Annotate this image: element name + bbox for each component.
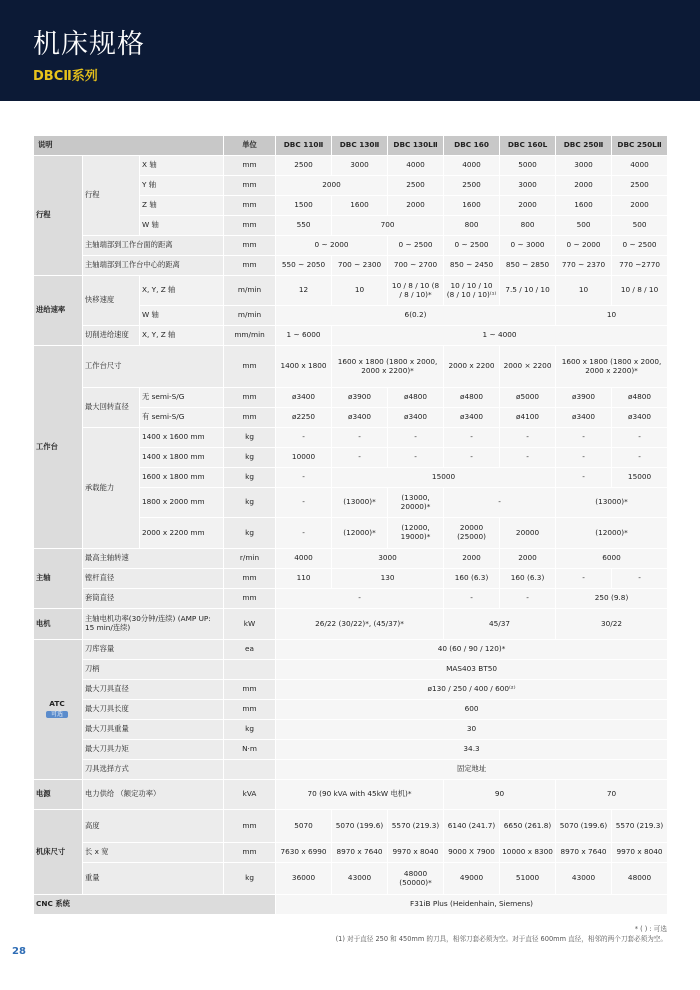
table-row: [34, 680, 668, 700]
unit-cell: ea: [224, 640, 276, 660]
value-cell: 9000 X 7900: [444, 843, 500, 863]
footnote-1: (1) 对于直径 250 和 450mm 的刀具，相邻刀套必须为空。对于直径 600mm 直径，相邻的两个刀套必须为空。: [335, 934, 667, 943]
item-cell: 主轴端部到工作台中心的距离: [83, 256, 224, 276]
value-cell: -: [612, 569, 668, 589]
table-row: [34, 660, 668, 680]
table-row: [34, 720, 668, 740]
value-cell: -: [444, 488, 556, 518]
category-cell: [34, 640, 83, 780]
footnote-optional: * ( ) : 可选: [634, 925, 667, 933]
unit-cell: kg: [224, 468, 276, 488]
value-cell: 6000: [556, 549, 668, 569]
header-model: DBC 250Ⅱ: [556, 136, 612, 156]
table-row: [34, 569, 668, 589]
value-cell: 45/37: [444, 609, 556, 640]
value-cell: 850 ~ 2450: [444, 256, 500, 276]
value-cell: 7.5 / 10 / 10: [500, 276, 556, 306]
value-cell: -: [276, 428, 332, 448]
value-cell: 8970 x 7640: [556, 843, 612, 863]
subitem-cell: 有 semi-S/G: [140, 408, 224, 428]
value-cell: 4000: [444, 156, 500, 176]
subitem-cell: 1600 x 1800 mm: [140, 468, 224, 488]
table-row: [34, 256, 668, 276]
value-cell: 26/22 (30/22)*, (45/37)*: [276, 609, 444, 640]
value-cell: 0 ~ 2000: [556, 236, 612, 256]
item-cell: 最高主轴转速: [83, 549, 224, 569]
item-cell: 套筒直径: [83, 589, 224, 609]
item-cell: 最大刀具重量: [83, 720, 224, 740]
item-cell: 镗杆直径: [83, 569, 224, 589]
table-row: [34, 549, 668, 569]
value-cell: (12000)*: [556, 518, 668, 549]
value-cell: 1600: [444, 196, 500, 216]
value-cell: 160 (6.3): [444, 569, 500, 589]
table-row: [34, 863, 668, 895]
value-cell: -: [276, 468, 332, 488]
value-cell: -: [556, 569, 612, 589]
table-row: [34, 810, 668, 843]
header-model: DBC 250LⅡ: [612, 136, 668, 156]
value-cell: 20000 (25000): [444, 518, 500, 549]
value-cell: 2000: [500, 549, 556, 569]
value-cell: 5570 (219.3): [388, 810, 444, 843]
value-cell: ø4800: [444, 388, 500, 408]
value-cell: -: [556, 448, 612, 468]
subitem-cell: 无 semi-S/G: [140, 388, 224, 408]
table-row: [34, 346, 668, 388]
unit-cell: N·m: [224, 740, 276, 760]
table-row: [34, 589, 668, 609]
subitem-cell: W 轴: [140, 216, 224, 236]
item-cell: 最大刀具力矩: [83, 740, 224, 760]
value-cell: -: [276, 589, 444, 609]
value-cell: 2000: [556, 176, 612, 196]
value-cell: 1 ~ 4000: [332, 326, 668, 346]
value-cell: 10 / 8 / 10: [612, 276, 668, 306]
table-row: [34, 895, 668, 915]
unit-cell: m/min: [224, 306, 276, 326]
value-cell: 800: [500, 216, 556, 236]
value-cell: 5570 (219.3): [612, 810, 668, 843]
value-cell: 700 ~ 2700: [388, 256, 444, 276]
value-cell: -: [612, 448, 668, 468]
subitem-cell: 1400 x 1800 mm: [140, 448, 224, 468]
value-cell: 0 ~ 2000: [276, 236, 388, 256]
value-cell: 15000: [612, 468, 668, 488]
value-cell: (13000)*: [332, 488, 388, 518]
unit-cell: [224, 760, 276, 780]
value-cell: 40 (60 / 90 / 120)*: [276, 640, 668, 660]
unit-cell: mm: [224, 843, 276, 863]
value-cell: 10 / 8 / 10 (8 / 8 / 10)*: [388, 276, 444, 306]
subitem-cell: 2000 x 2200 mm: [140, 518, 224, 549]
value-cell: 9970 x 8040: [388, 843, 444, 863]
value-cell: 1600: [556, 196, 612, 216]
value-cell: 5000: [500, 156, 556, 176]
unit-cell: kg: [224, 448, 276, 468]
value-cell: 4000: [276, 549, 332, 569]
value-cell: 0 ~ 2500: [388, 236, 444, 256]
value-cell: 10000: [276, 448, 332, 468]
value-cell: -: [444, 428, 500, 448]
value-cell: 110: [276, 569, 332, 589]
unit-cell: r/min: [224, 549, 276, 569]
item-cell: 最大刀具长度: [83, 700, 224, 720]
value-cell: 固定地址: [276, 760, 668, 780]
value-cell: 160 (6.3): [500, 569, 556, 589]
value-cell: (13000)*: [556, 488, 668, 518]
table-row: [34, 428, 668, 448]
value-cell: 3000: [556, 156, 612, 176]
unit-cell: mm: [224, 156, 276, 176]
unit-cell: mm: [224, 216, 276, 236]
value-cell: 6650 (261.8): [500, 810, 556, 843]
value-cell: 10 / 10 / 10 (8 / 10 / 10)⁽¹⁾: [444, 276, 500, 306]
value-cell: 770 ~2770: [612, 256, 668, 276]
optional-badge: 可选: [46, 711, 68, 718]
value-cell: 51000: [500, 863, 556, 895]
value-cell: -: [276, 518, 332, 549]
value-cell: (12000, 19000)*: [388, 518, 444, 549]
value-cell: 5070 (199.6): [556, 810, 612, 843]
item-cell: 刀具选择方式: [83, 760, 224, 780]
value-cell: F31iB Plus (Heidenhain, Siemens): [276, 895, 668, 915]
value-cell: 2000: [500, 196, 556, 216]
value-cell: 9970 x 8040: [612, 843, 668, 863]
value-cell: 770 ~ 2370: [556, 256, 612, 276]
value-cell: -: [500, 428, 556, 448]
value-cell: 43000: [556, 863, 612, 895]
value-cell: 70 (90 kVA with 45kW 电机)*: [276, 780, 444, 810]
value-cell: (13000, 20000)*: [388, 488, 444, 518]
value-cell: 1600: [332, 196, 388, 216]
value-cell: 500: [556, 216, 612, 236]
value-cell: 4000: [388, 156, 444, 176]
header-model: DBC 160: [444, 136, 500, 156]
value-cell: 3000: [332, 549, 444, 569]
value-cell: -: [388, 448, 444, 468]
subitem-cell: X, Y, Z 轴: [140, 276, 224, 306]
value-cell: 49000: [444, 863, 500, 895]
item-cell: 主轴电机功率(30分钟/连续) (AMP UP: 15 min/连续): [83, 609, 224, 640]
value-cell: -: [332, 448, 388, 468]
value-cell: ø3400: [556, 408, 612, 428]
value-cell: 20000: [500, 518, 556, 549]
subitem-cell: X 轴: [140, 156, 224, 176]
value-cell: 2000: [276, 176, 388, 196]
value-cell: -: [612, 428, 668, 448]
value-cell: 2500: [388, 176, 444, 196]
subitem-cell: W 轴: [140, 306, 224, 326]
subitem-cell: Z 轴: [140, 196, 224, 216]
value-cell: 70: [556, 780, 668, 810]
table-row: [34, 388, 668, 408]
value-cell: ø3400: [388, 408, 444, 428]
spec-table: [33, 135, 668, 915]
unit-cell: mm: [224, 680, 276, 700]
value-cell: 10000 x 8300: [500, 843, 556, 863]
value-cell: -: [556, 468, 612, 488]
table-row: [34, 780, 668, 810]
value-cell: ø3400: [612, 408, 668, 428]
category-label: ATC: [49, 699, 65, 709]
unit-cell: mm: [224, 810, 276, 843]
value-cell: 6140 (241.7): [444, 810, 500, 843]
value-cell: -: [444, 589, 500, 609]
item-cell: 切削进给速度: [83, 326, 140, 346]
header-model: DBC 130Ⅱ: [332, 136, 388, 156]
value-cell: 0 ~ 2500: [612, 236, 668, 256]
category-cell: 行程: [34, 156, 83, 276]
value-cell: 4000: [612, 156, 668, 176]
unit-cell: mm: [224, 408, 276, 428]
value-cell: 1400 x 1800: [276, 346, 332, 388]
item-cell: 刀柄: [83, 660, 224, 680]
value-cell: ø130 / 250 / 400 / 600⁽²⁾: [276, 680, 668, 700]
value-cell: ø3400: [332, 408, 388, 428]
unit-cell: kVA: [224, 780, 276, 810]
table-row: [34, 236, 668, 256]
item-cell: 快移速度: [83, 276, 140, 326]
value-cell: 8970 x 7640: [332, 843, 388, 863]
value-cell: 1500: [276, 196, 332, 216]
item-cell: 主轴端部到工作台面的距离: [83, 236, 224, 256]
item-cell: 行程: [83, 156, 140, 236]
page-number: 28: [12, 946, 26, 957]
value-cell: 34.3: [276, 740, 668, 760]
category-cell: CNC 系统: [34, 895, 276, 915]
header-description: 说明: [34, 136, 224, 156]
table-row: [34, 740, 668, 760]
category-cell: 电机: [34, 609, 83, 640]
page-header: [0, 0, 700, 101]
unit-cell: kg: [224, 488, 276, 518]
value-cell: 0 ~ 2500: [444, 236, 500, 256]
item-cell: 刀库容量: [83, 640, 224, 660]
value-cell: 12: [276, 276, 332, 306]
value-cell: ø3400: [444, 408, 500, 428]
table-row: [34, 760, 668, 780]
unit-cell: mm: [224, 236, 276, 256]
value-cell: 550 ~ 2050: [276, 256, 332, 276]
table-row: [34, 156, 668, 176]
value-cell: 2500: [612, 176, 668, 196]
value-cell: 2000 × 2200: [500, 346, 556, 388]
value-cell: ø5000: [500, 388, 556, 408]
unit-cell: kg: [224, 863, 276, 895]
header-model: DBC 160L: [500, 136, 556, 156]
value-cell: 850 ~ 2850: [500, 256, 556, 276]
page-subtitle: DBCⅡ系列: [33, 69, 98, 84]
value-cell: -: [388, 428, 444, 448]
item-cell: 高度: [83, 810, 224, 843]
value-cell: 5070 (199.6): [332, 810, 388, 843]
page-title: 机床规格: [33, 29, 145, 60]
item-cell: 工作台尺寸: [83, 346, 224, 388]
unit-cell: mm: [224, 589, 276, 609]
header-model: DBC 110Ⅱ: [276, 136, 332, 156]
value-cell: ø3900: [332, 388, 388, 408]
value-cell: 2500: [276, 156, 332, 176]
value-cell: MAS403 BT50: [276, 660, 668, 680]
value-cell: 2000: [388, 196, 444, 216]
value-cell: 1600 x 1800 (1800 x 2000, 2000 x 2200)*: [556, 346, 668, 388]
unit-cell: m/min: [224, 276, 276, 306]
value-cell: 10: [556, 276, 612, 306]
item-cell: 最大回转直径: [83, 388, 140, 428]
header-model: DBC 130LⅡ: [388, 136, 444, 156]
table-row: [34, 843, 668, 863]
value-cell: 2500: [444, 176, 500, 196]
value-cell: 36000: [276, 863, 332, 895]
value-cell: 7630 x 6990: [276, 843, 332, 863]
value-cell: 700: [332, 216, 444, 236]
value-cell: -: [500, 589, 556, 609]
value-cell: ø3900: [556, 388, 612, 408]
value-cell: 6(0.2): [276, 306, 556, 326]
table-row: [34, 276, 668, 306]
item-cell: 长 x 宽: [83, 843, 224, 863]
subitem-cell: Y 轴: [140, 176, 224, 196]
unit-cell: mm: [224, 176, 276, 196]
unit-cell: kg: [224, 720, 276, 740]
subitem-cell: 1400 x 1600 mm: [140, 428, 224, 448]
value-cell: 48000: [612, 863, 668, 895]
value-cell: 0 ~ 3000: [500, 236, 556, 256]
item-cell: 承载能力: [83, 428, 140, 549]
value-cell: ø4800: [612, 388, 668, 408]
value-cell: 30/22: [556, 609, 668, 640]
table-header-row: [34, 136, 668, 156]
value-cell: -: [276, 488, 332, 518]
value-cell: ø3400: [276, 388, 332, 408]
value-cell: 3000: [332, 156, 388, 176]
category-cell: 电源: [34, 780, 83, 810]
item-cell: 电力供给 （额定功率）: [83, 780, 224, 810]
value-cell: ø2250: [276, 408, 332, 428]
unit-cell: mm: [224, 346, 276, 388]
value-cell: 10: [556, 306, 668, 326]
unit-cell: kg: [224, 428, 276, 448]
unit-cell: kW: [224, 609, 276, 640]
value-cell: 48000 (50000)*: [388, 863, 444, 895]
table-row: [34, 609, 668, 640]
item-cell: 最大刀具直径: [83, 680, 224, 700]
value-cell: -: [556, 428, 612, 448]
subitem-cell: 1800 x 2000 mm: [140, 488, 224, 518]
unit-cell: [224, 660, 276, 680]
unit-cell: mm: [224, 388, 276, 408]
value-cell: ø4100: [500, 408, 556, 428]
category-cell: 工作台: [34, 346, 83, 549]
table-row: [34, 700, 668, 720]
value-cell: 15000: [332, 468, 556, 488]
item-cell: 重量: [83, 863, 224, 895]
table-row: [34, 326, 668, 346]
category-cell: 机床尺寸: [34, 810, 83, 895]
footnotes: [336, 925, 667, 945]
value-cell: 5070: [276, 810, 332, 843]
category-cell: 进给速率: [34, 276, 83, 346]
value-cell: 550: [276, 216, 332, 236]
value-cell: 1 ~ 6000: [276, 326, 332, 346]
value-cell: 3000: [500, 176, 556, 196]
value-cell: -: [444, 448, 500, 468]
value-cell: 30: [276, 720, 668, 740]
value-cell: 2000: [444, 549, 500, 569]
value-cell: (12000)*: [332, 518, 388, 549]
value-cell: 500: [612, 216, 668, 236]
value-cell: -: [332, 428, 388, 448]
subitem-cell: X, Y, Z 轴: [140, 326, 224, 346]
value-cell: 600: [276, 700, 668, 720]
unit-cell: mm: [224, 700, 276, 720]
value-cell: 2000: [612, 196, 668, 216]
value-cell: ø4800: [388, 388, 444, 408]
unit-cell: mm: [224, 196, 276, 216]
value-cell: 10: [332, 276, 388, 306]
unit-cell: kg: [224, 518, 276, 549]
value-cell: 130: [332, 569, 444, 589]
value-cell: -: [500, 448, 556, 468]
value-cell: 2000 x 2200: [444, 346, 500, 388]
header-unit: 单位: [224, 136, 276, 156]
value-cell: 800: [444, 216, 500, 236]
value-cell: 43000: [332, 863, 388, 895]
value-cell: 1600 x 1800 (1800 x 2000, 2000 x 2200)*: [332, 346, 444, 388]
category-cell: 主轴: [34, 549, 83, 609]
unit-cell: mm/min: [224, 326, 276, 346]
table-row: [34, 640, 668, 660]
value-cell: 250 (9.8): [556, 589, 668, 609]
value-cell: 700 ~ 2300: [332, 256, 388, 276]
value-cell: 90: [444, 780, 556, 810]
unit-cell: mm: [224, 256, 276, 276]
unit-cell: mm: [224, 569, 276, 589]
